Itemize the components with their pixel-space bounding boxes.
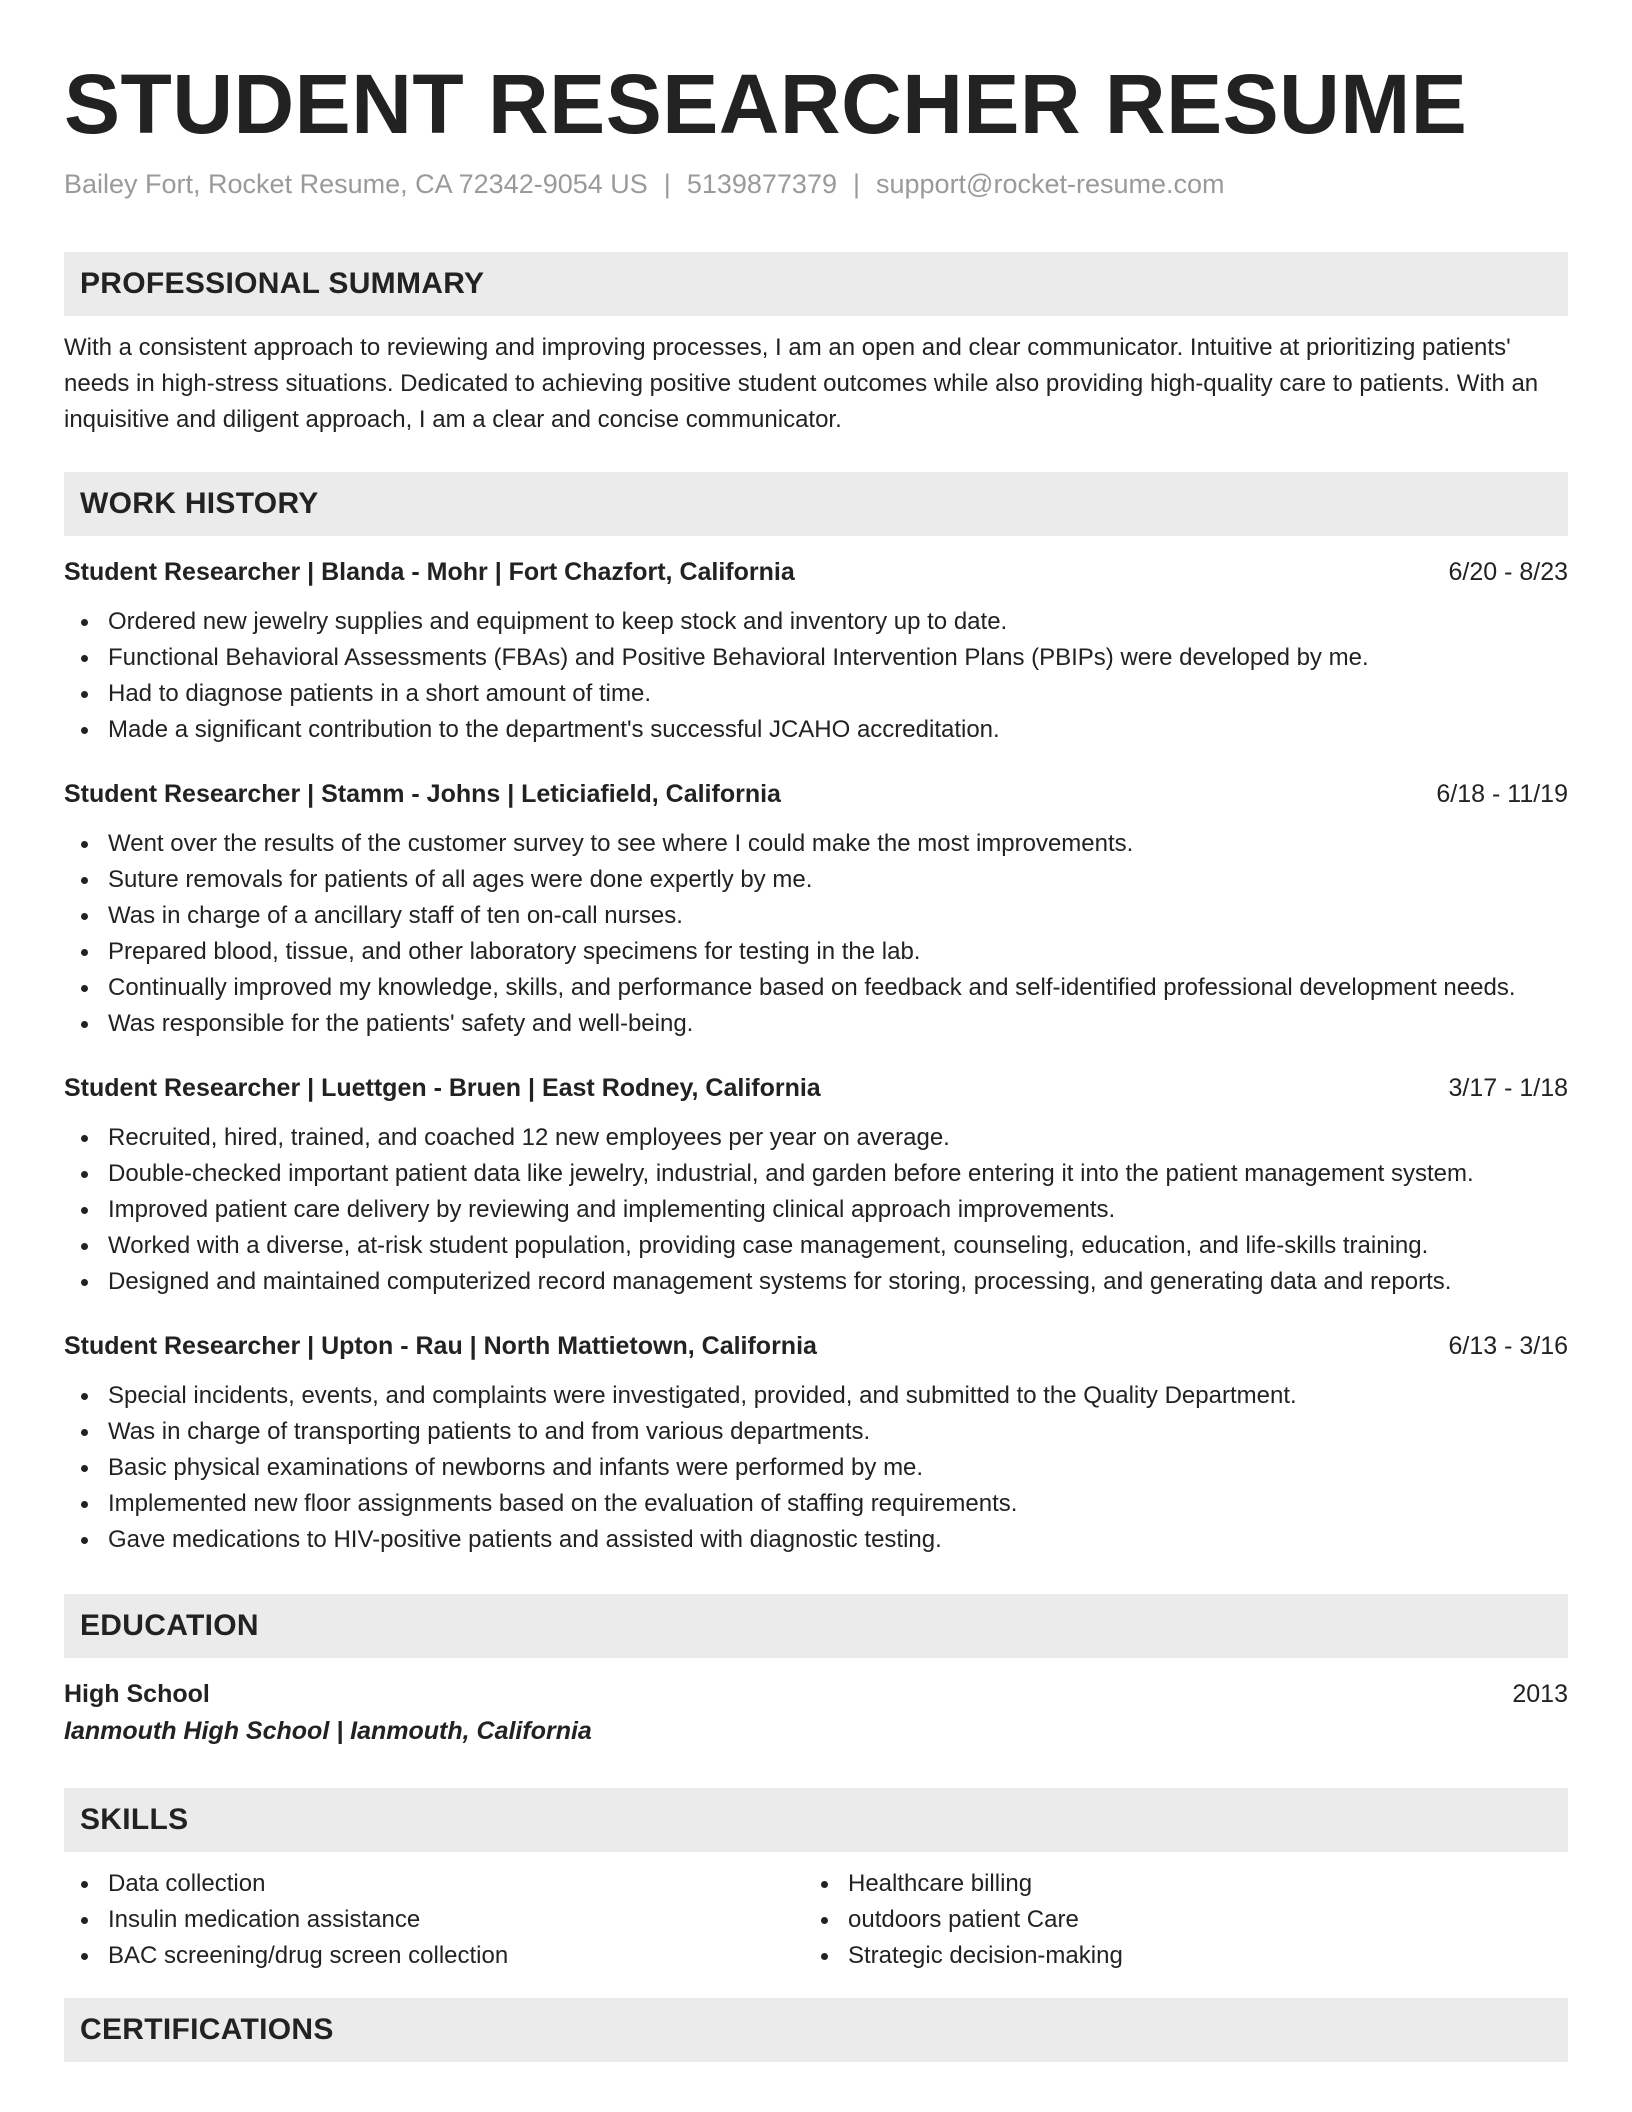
section-header-skills [64,1788,1568,1852]
job-heading: Student Researcher | Upton - Rau | North Mattietown, California [64,1332,817,1360]
list-item: Ordered new jewelry supplies and equipment to keep stock and inventory up to date. [64,604,1568,640]
list-item: Was in charge of transporting patients to and from various departments. [64,1414,1568,1450]
section-title: CERTIFICATIONS [80,2013,334,2046]
education-entry [64,1676,1568,1750]
list-item: Gave medications to HIV-positive patients and assisted with diagnostic testing. [64,1522,1568,1558]
job-dates: 6/18 - 11/19 [1436,780,1568,808]
skills-column-left [64,1866,804,1974]
job-dates: 6/20 - 8/23 [1448,558,1568,586]
list-item: Was in charge of a ancillary staff of ten on-call nurses. [64,898,1568,934]
education-school: Ianmouth High School | Ianmouth, California [64,1717,592,1745]
contact-email: support@rocket-resume.com [876,169,1225,199]
job-bullets [64,1378,1568,1558]
job-entry [64,554,1568,748]
section-title: WORK HISTORY [80,487,319,520]
contact-address: Bailey Fort, Rocket Resume, CA 72342-9054 US [64,169,648,199]
section-title: SKILLS [80,1803,189,1836]
skill-item: Strategic decision-making [804,1938,1544,1974]
job-entry [64,776,1568,1042]
list-item: Double-checked important patient data like jewelry, industrial, and garden before entering it into the patient management system. [64,1156,1568,1192]
section-header-work-history [64,472,1568,536]
list-item: Suture removals for patients of all ages were done expertly by me. [64,862,1568,898]
skills-column-right [804,1866,1544,1974]
skill-item: BAC screening/drug screen collection [64,1938,804,1974]
list-item: Functional Behavioral Assessments (FBAs) and Positive Behavioral Intervention Plans (PBIPs) were developed by me. [64,640,1568,676]
skills-list [64,1866,1568,1974]
list-item: Improved patient care delivery by reviewing and implementing clinical approach improvements. [64,1192,1568,1228]
skill-item: Healthcare billing [804,1866,1544,1902]
list-item: Implemented new floor assignments based on the evaluation of staffing requirements. [64,1486,1568,1522]
education-degree: High School [64,1680,210,1708]
job-entry [64,1070,1568,1300]
summary-text: With a consistent approach to reviewing and improving processes, I am an open and clear communicator. Intuitive at prioritizing patients' needs in high-stress situations. Dedicated to achieving positive student outcomes while also providing high-quality care to patients. With an inquisitive and diligent approach, I am a clear and concise communicator. [64,334,1539,433]
skill-item: Insulin medication assistance [64,1902,804,1938]
job-dates: 3/17 - 1/18 [1448,1074,1568,1102]
job-heading: Student Researcher | Blanda - Mohr | Fort Chazfort, California [64,558,795,586]
job-bullets [64,604,1568,748]
list-item: Was responsible for the patients' safety and well-being. [64,1006,1568,1042]
list-item: Continually improved my knowledge, skills, and performance based on feedback and self-identified professional development needs. [64,970,1568,1006]
list-item: Special incidents, events, and complaints were investigated, provided, and submitted to the Quality Department. [64,1378,1568,1414]
list-item: Basic physical examinations of newborns and infants were performed by me. [64,1450,1568,1486]
list-item: Prepared blood, tissue, and other laboratory specimens for testing in the lab. [64,934,1568,970]
job-heading: Student Researcher | Luettgen - Bruen | East Rodney, California [64,1074,821,1102]
contact-separator: | [852,169,860,199]
education-year: 2013 [1512,1680,1568,1708]
job-bullets [64,1120,1568,1300]
job-dates: 6/13 - 3/16 [1448,1332,1568,1360]
list-item: Made a significant contribution to the department's successful JCAHO accreditation. [64,712,1568,748]
contact-line [64,166,1568,202]
contact-phone: 5139877379 [686,169,837,199]
resume-title: STUDENT RESEARCHER RESUME [64,57,1468,151]
job-bullets [64,826,1568,1042]
job-entry [64,1328,1568,1558]
job-heading: Student Researcher | Stamm - Johns | Leticiafield, California [64,780,781,808]
list-item: Designed and maintained computerized record management systems for storing, processing, and generating data and reports. [64,1264,1568,1300]
contact-separator: | [663,169,671,199]
section-title: PROFESSIONAL SUMMARY [80,267,485,300]
section-header-summary [64,252,1568,316]
list-item: Recruited, hired, trained, and coached 12 new employees per year on average. [64,1120,1568,1156]
list-item: Had to diagnose patients in a short amount of time. [64,676,1568,712]
list-item: Went over the results of the customer survey to see where I could make the most improvements. [64,826,1568,862]
skill-item: outdoors patient Care [804,1902,1544,1938]
section-header-education [64,1594,1568,1658]
skill-item: Data collection [64,1866,804,1902]
section-header-certifications [64,1998,1568,2062]
list-item: Worked with a diverse, at-risk student population, providing case management, counseling, education, and life-skills training. [64,1228,1568,1264]
section-title: EDUCATION [80,1609,259,1642]
